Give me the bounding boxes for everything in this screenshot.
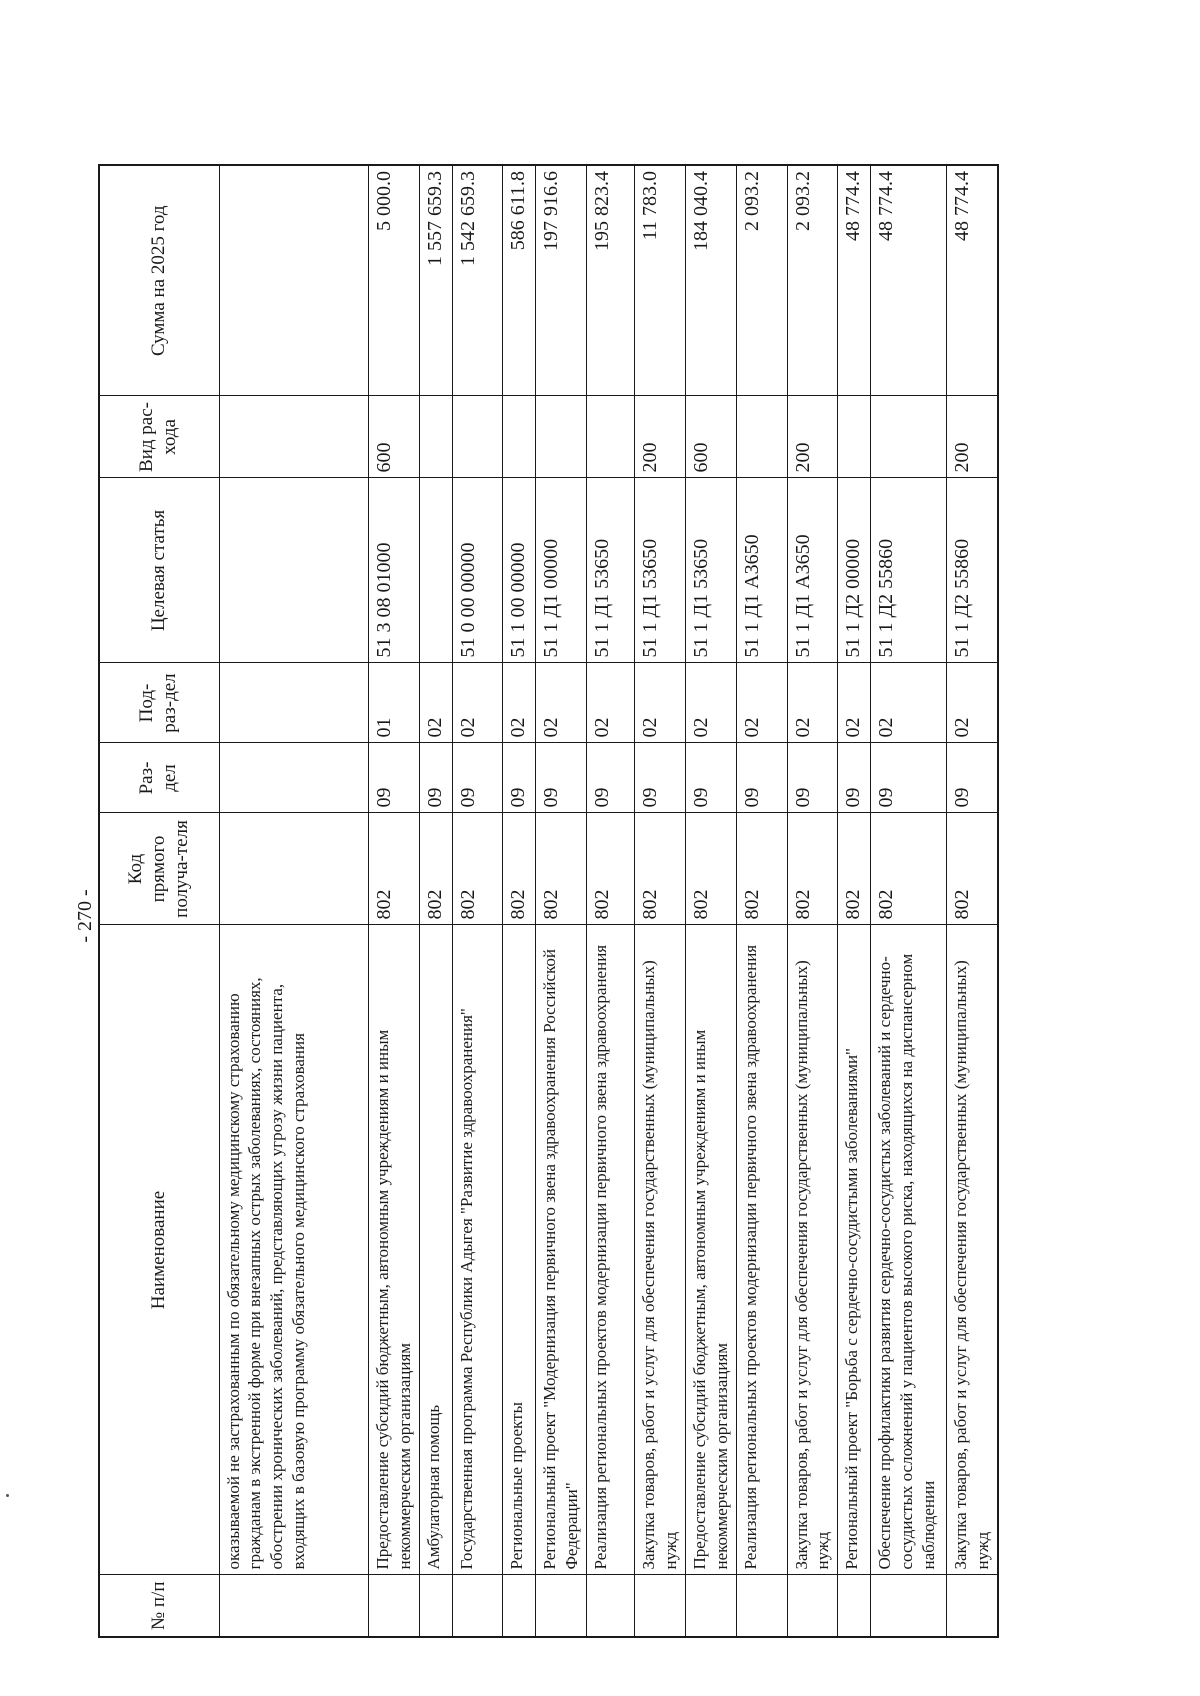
cell-amount: 2 093.2: [737, 165, 787, 396]
header-section: Раз-дел: [99, 743, 219, 813]
cell-expense: 600: [686, 396, 737, 478]
table-row: [838, 165, 871, 1637]
cell-subsection: [219, 663, 368, 743]
table-row: [503, 165, 536, 1637]
page-number: - 270 -: [74, 889, 96, 943]
cell-target: 51 1 Д1 А3650: [787, 478, 838, 663]
cell-target: 51 1 Д1 53650: [586, 478, 634, 663]
cell-name: Предоставление субсидий бюджетным, автономным учреждениям и иным некоммерческим организациям: [686, 925, 737, 1575]
cell-name: Обеспечение профилактики развития сердечно-сосудистых заболеваний и сердечно-сосудистых осложнений у пациентов высокого риска, находящихся на диспансерном наблюдении: [871, 925, 947, 1575]
cell-target: 51 1 Д1 А3650: [737, 478, 787, 663]
cell-amount: 586 611.8: [503, 165, 536, 396]
cell-subsection: 02: [946, 663, 998, 743]
header-recipient: Код прямого получа-теля: [99, 813, 219, 925]
cell-subsection: 02: [419, 663, 452, 743]
cell-target: 51 1 Д1 53650: [635, 478, 686, 663]
cell-recipient: 802: [452, 813, 502, 925]
cell-expense: [419, 396, 452, 478]
cell-subsection: 02: [787, 663, 838, 743]
table-row: [871, 165, 947, 1637]
cell-amount: [219, 165, 368, 396]
table-row: [686, 165, 737, 1637]
cell-expense: [737, 396, 787, 478]
cell-name: оказываемой не застрахованным по обязательному медицинскому страхованию гражданам в экстренной форме при внезапных острых заболеваниях, состояниях, обострении хронических заболеваний, представляющих угрозу жизни пациента, входящих в базовую программу обязательного медицинского страхования: [219, 925, 368, 1575]
cell-expense: 200: [946, 396, 998, 478]
cell-name: Предоставление субсидий бюджетным, автономным учреждениям и иным некоммерческим организациям: [368, 925, 419, 1575]
cell-name: Закупка товаров, работ и услуг для обеспечения государственных (муниципальных) нужд: [946, 925, 998, 1575]
cell-nn: [452, 1575, 502, 1637]
cell-recipient: [219, 813, 368, 925]
header-target: Целевая статья: [99, 478, 219, 663]
table-row: [219, 165, 368, 1637]
cell-amount: 197 916.6: [535, 165, 586, 396]
cell-expense: [219, 396, 368, 478]
cell-recipient: 802: [737, 813, 787, 925]
cell-subsection: 01: [368, 663, 419, 743]
cell-expense: 600: [368, 396, 419, 478]
cell-expense: [871, 396, 947, 478]
cell-nn: [737, 1575, 787, 1637]
cell-expense: [535, 396, 586, 478]
cell-subsection: 02: [586, 663, 634, 743]
cell-section: 09: [535, 743, 586, 813]
cell-section: 09: [787, 743, 838, 813]
cell-subsection: 02: [452, 663, 502, 743]
cell-amount: 48 774.4: [838, 165, 871, 396]
cell-nn: [586, 1575, 634, 1637]
cell-section: 09: [838, 743, 871, 813]
cell-section: 09: [686, 743, 737, 813]
cell-expense: 200: [787, 396, 838, 478]
cell-expense: [838, 396, 871, 478]
header-subsection: Под-раз-дел: [99, 663, 219, 743]
cell-amount: 1 557 659.3: [419, 165, 452, 396]
header-row: [99, 165, 219, 1637]
cell-subsection: 02: [737, 663, 787, 743]
cell-target: 51 1 Д2 55860: [946, 478, 998, 663]
cell-name: Региональные проекты: [503, 925, 536, 1575]
cell-recipient: 802: [586, 813, 634, 925]
cell-amount: 195 823.4: [586, 165, 634, 396]
cell-target: 51 3 08 01000: [368, 478, 419, 663]
cell-amount: 2 093.2: [787, 165, 838, 396]
rotated-page: [0, 136, 1080, 1696]
cell-nn: [635, 1575, 686, 1637]
cell-expense: [503, 396, 536, 478]
cell-recipient: 802: [838, 813, 871, 925]
cell-subsection: 02: [871, 663, 947, 743]
cell-name: Реализация региональных проектов модернизации первичного звена здравоохранения: [737, 925, 787, 1575]
cell-recipient: 802: [503, 813, 536, 925]
budget-table: [98, 164, 999, 1638]
cell-target: [219, 478, 368, 663]
table-row: [452, 165, 502, 1637]
cell-section: 09: [635, 743, 686, 813]
cell-name: Реализация региональных проектов модернизации первичного звена здравоохранения: [586, 925, 634, 1575]
header-amount: Сумма на 2025 год: [99, 165, 219, 396]
header-nn: № п/п: [99, 1575, 219, 1637]
cell-nn: [368, 1575, 419, 1637]
cell-subsection: 02: [503, 663, 536, 743]
cell-nn: [946, 1575, 998, 1637]
header-expense: Вид рас-хода: [99, 396, 219, 478]
cell-nn: [419, 1575, 452, 1637]
cell-name: Государственная программа Республики Адыгея "Развитие здравоохранения": [452, 925, 502, 1575]
cell-recipient: 802: [686, 813, 737, 925]
cell-target: 51 1 Д1 53650: [686, 478, 737, 663]
cell-recipient: 802: [535, 813, 586, 925]
cell-section: 09: [368, 743, 419, 813]
cell-section: 09: [586, 743, 634, 813]
cell-subsection: 02: [838, 663, 871, 743]
cell-section: [219, 743, 368, 813]
table-row: [787, 165, 838, 1637]
cell-name: Региональный проект "Модернизация первичного звена здравоохранения Российской Федерации": [535, 925, 586, 1575]
cell-subsection: 02: [635, 663, 686, 743]
cell-nn: [787, 1575, 838, 1637]
cell-amount: 184 040.4: [686, 165, 737, 396]
cell-expense: [586, 396, 634, 478]
cell-amount: 11 783.0: [635, 165, 686, 396]
cell-name: Региональный проект "Борьба с сердечно-сосудистыми заболеваниями": [838, 925, 871, 1575]
cell-target: 51 0 00 00000: [452, 478, 502, 663]
cell-recipient: 802: [946, 813, 998, 925]
cell-amount: 1 542 659.3: [452, 165, 502, 396]
cell-subsection: 02: [535, 663, 586, 743]
cell-amount: 48 774.4: [871, 165, 947, 396]
cell-section: 09: [871, 743, 947, 813]
cell-recipient: 802: [787, 813, 838, 925]
cell-recipient: 802: [368, 813, 419, 925]
cell-recipient: 802: [871, 813, 947, 925]
table-row: [737, 165, 787, 1637]
table-row: [419, 165, 452, 1637]
cell-nn: [219, 1575, 368, 1637]
cell-amount: 5 000.0: [368, 165, 419, 396]
cell-nn: [686, 1575, 737, 1637]
cell-section: 09: [503, 743, 536, 813]
header-name: Наименование: [99, 925, 219, 1575]
cell-target: 51 1 Д2 00000: [838, 478, 871, 663]
table-row: [535, 165, 586, 1637]
cell-target: 51 1 Д2 55860: [871, 478, 947, 663]
cell-name: Закупка товаров, работ и услуг для обеспечения государственных (муниципальных) нужд: [635, 925, 686, 1575]
cell-section: 09: [946, 743, 998, 813]
cell-section: 09: [452, 743, 502, 813]
cell-expense: 200: [635, 396, 686, 478]
cell-target: 51 1 00 00000: [503, 478, 536, 663]
cell-name: Амбулаторная помощь: [419, 925, 452, 1575]
cell-recipient: 802: [635, 813, 686, 925]
table-row: [368, 165, 419, 1637]
cell-nn: [503, 1575, 536, 1637]
cell-nn: [871, 1575, 947, 1637]
table-row: [586, 165, 634, 1637]
table-row: [635, 165, 686, 1637]
cell-amount: 48 774.4: [946, 165, 998, 396]
cell-expense: [452, 396, 502, 478]
cell-nn: [535, 1575, 586, 1637]
cell-target: [419, 478, 452, 663]
cell-subsection: 02: [686, 663, 737, 743]
cell-section: 09: [737, 743, 787, 813]
cell-target: 51 1 Д1 00000: [535, 478, 586, 663]
cell-section: 09: [419, 743, 452, 813]
table-row: [946, 165, 998, 1637]
cell-nn: [838, 1575, 871, 1637]
cell-recipient: 802: [419, 813, 452, 925]
cell-name: Закупка товаров, работ и услуг для обеспечения государственных (муниципальных) нужд: [787, 925, 838, 1575]
table-body: [219, 165, 998, 1637]
